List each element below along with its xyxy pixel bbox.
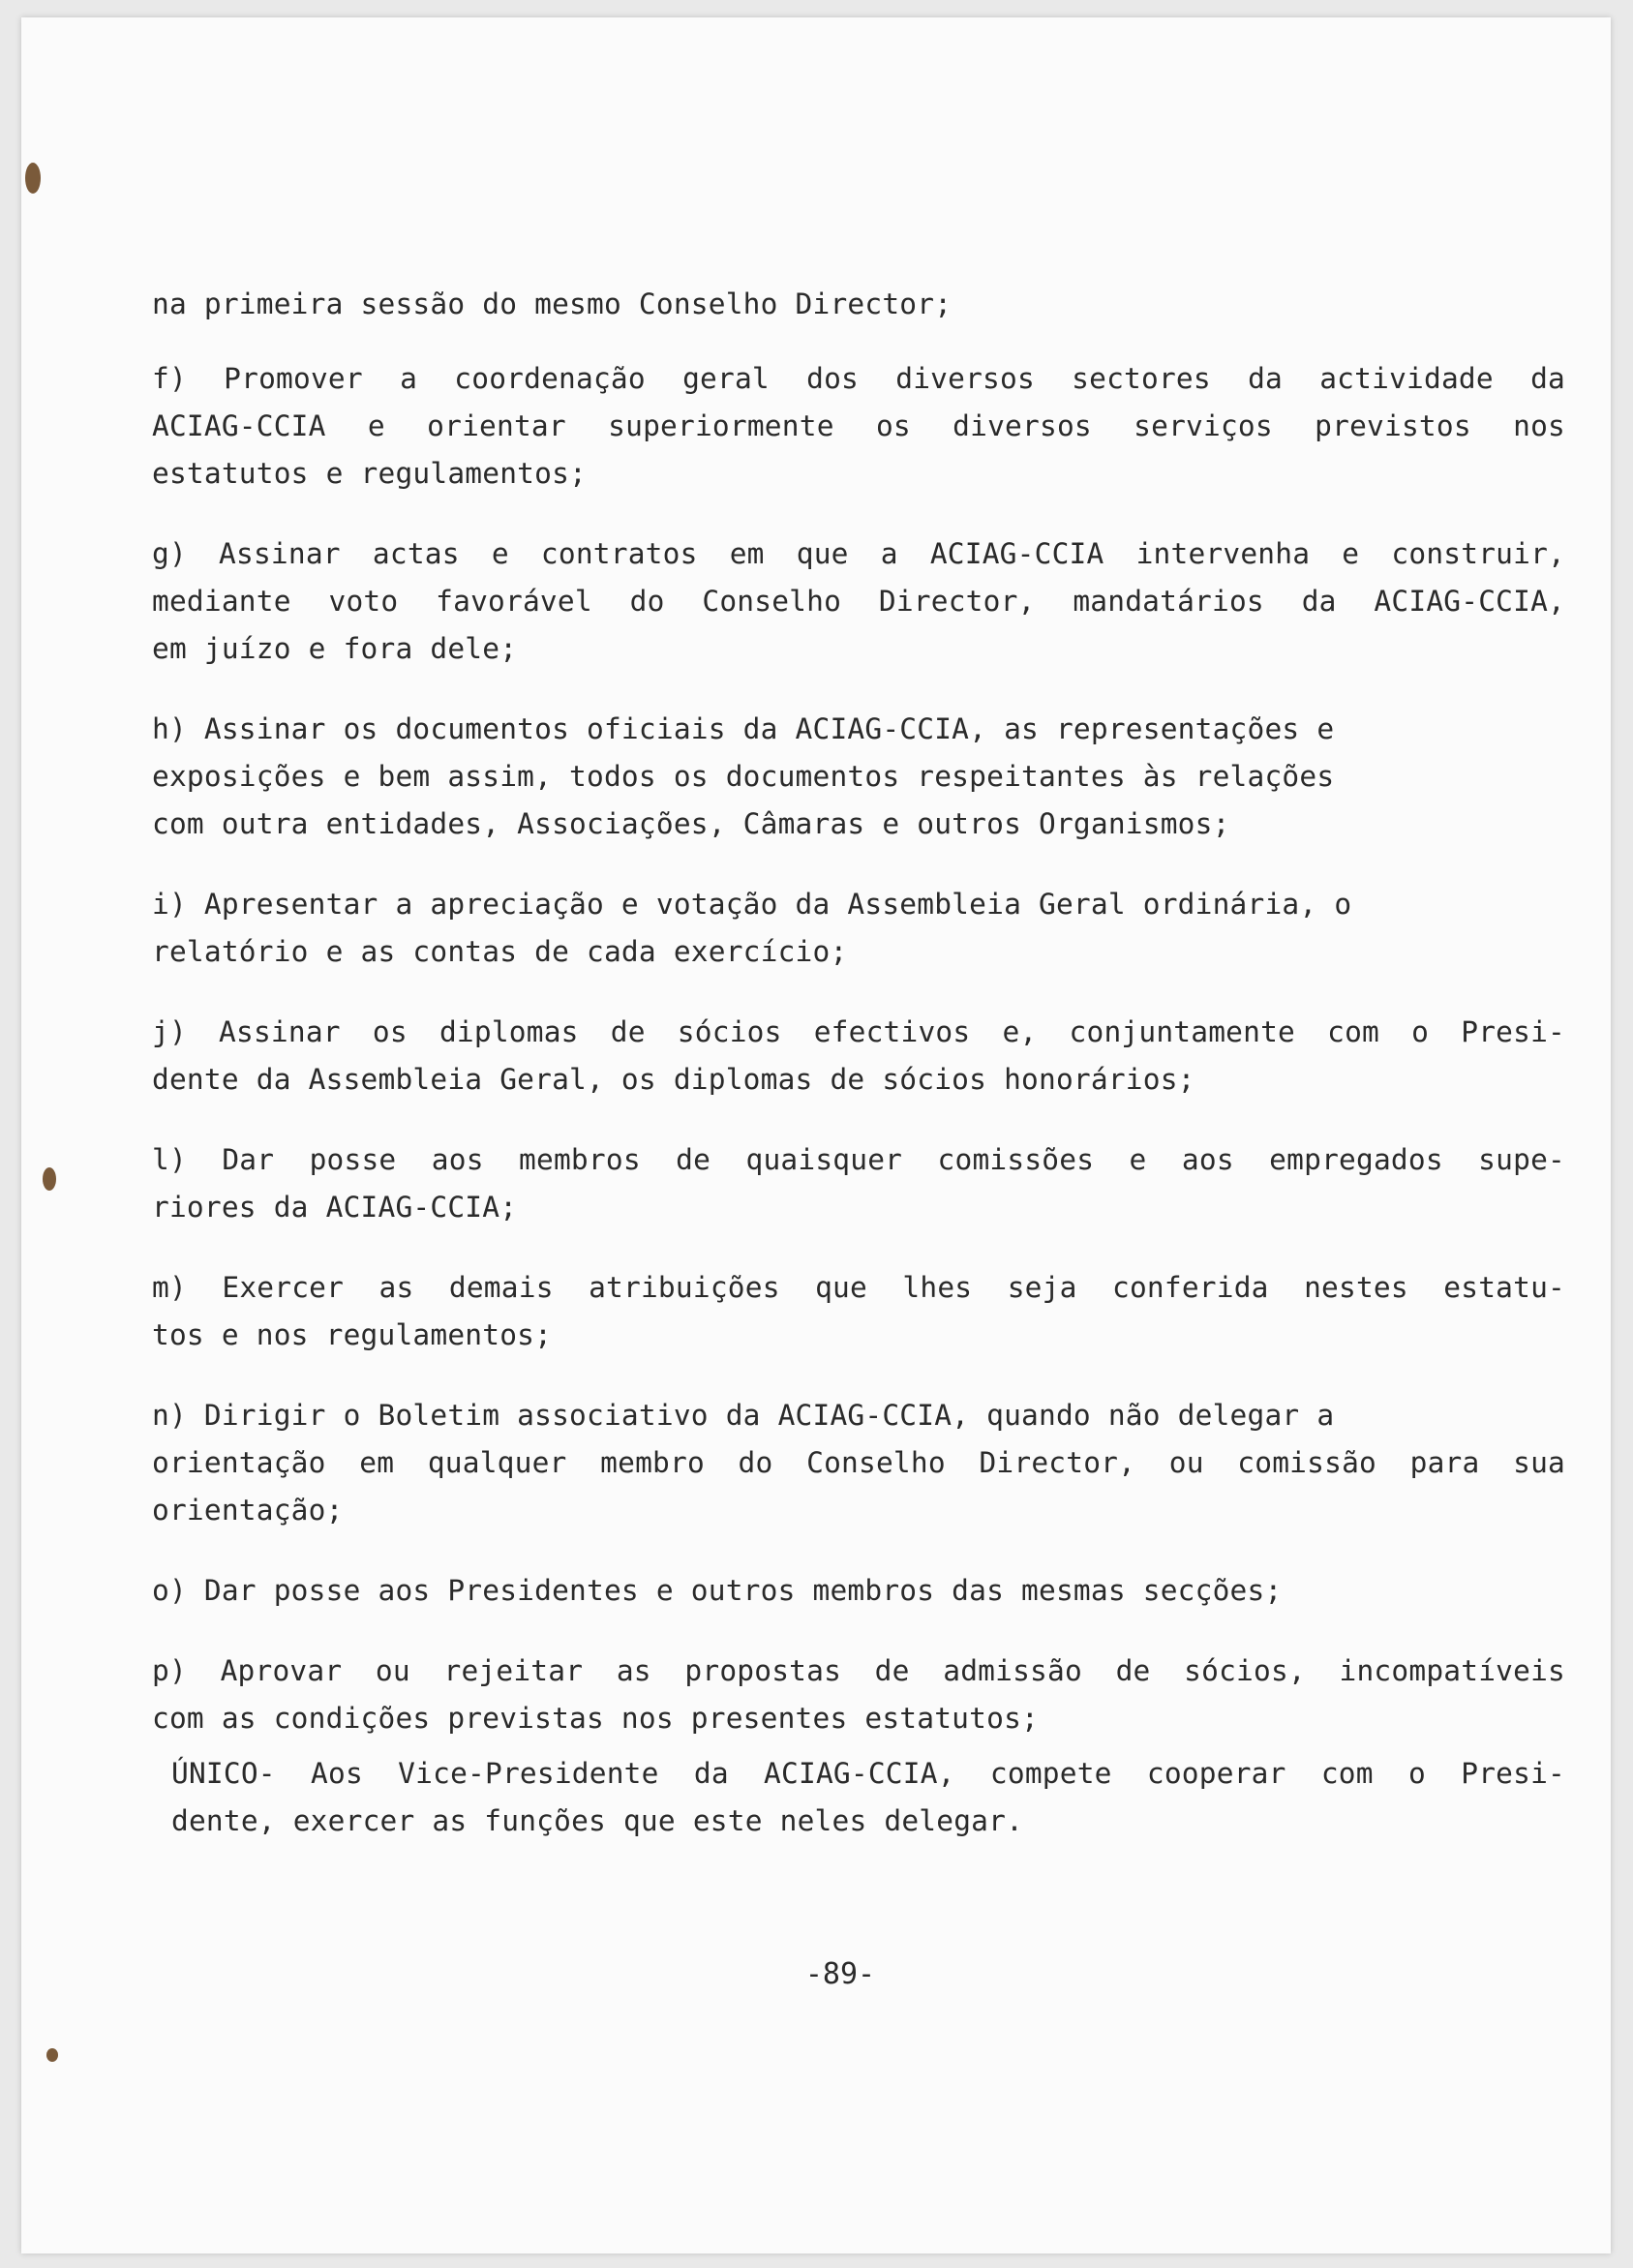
text-line: dente, exercer as funções que este neles delegar. bbox=[171, 1804, 1024, 1837]
text-line: orientação em qualquer membro do Conselho Director, ou comissão para sua bbox=[152, 1446, 1565, 1479]
paragraph-g bbox=[152, 530, 1565, 673]
text-line: relatório e as contas de cada exercício; bbox=[152, 935, 848, 968]
body-text bbox=[152, 281, 1565, 1878]
paragraph-p bbox=[152, 1648, 1565, 1742]
text-line: dente da Assembleia Geral, os diplomas de sócios honorários; bbox=[152, 1063, 1195, 1096]
text-line: com as condições previstas nos presentes estatutos; bbox=[152, 1702, 1039, 1735]
text-line: j) Assinar os diplomas de sócios efectivos e, conjuntamente com o Presi- bbox=[152, 1015, 1565, 1048]
text-line: na primeira sessão do mesmo Conselho Director; bbox=[152, 287, 953, 320]
text-line: f) Promover a coordenação geral dos diversos sectores da actividade da bbox=[152, 362, 1565, 395]
text-line: mediante voto favorável do Conselho Director, mandatários da ACIAG-CCIA, bbox=[152, 585, 1565, 618]
text-line: ACIAG-CCIA e orientar superiormente os diversos serviços previstos nos bbox=[152, 409, 1565, 442]
text-line: h) Assinar os documentos oficiais da ACIAG-CCIA, as representações e bbox=[152, 712, 1335, 745]
paragraph-m bbox=[152, 1264, 1565, 1359]
paragraph-l bbox=[152, 1136, 1565, 1231]
text-line: g) Assinar actas e contratos em que a ACIAG-CCIA intervenha e construir, bbox=[152, 537, 1565, 570]
page-number: -89- bbox=[804, 1957, 876, 1991]
binding-hole-mark bbox=[46, 2048, 58, 2062]
text-line: estatutos e regulamentos; bbox=[152, 457, 588, 490]
paragraph-unico bbox=[171, 1750, 1565, 1845]
binding-hole-mark bbox=[25, 163, 41, 194]
paragraph-f bbox=[152, 355, 1565, 498]
text-line: i) Apresentar a apreciação e votação da Assembleia Geral ordinária, o bbox=[152, 888, 1352, 921]
text-line: o) Dar posse aos Presidentes e outros membros das mesmas secções; bbox=[152, 1574, 1283, 1607]
text-line: ÚNICO- Aos Vice-Presidente da ACIAG-CCIA, compete cooperar com o Presi- bbox=[171, 1757, 1565, 1790]
paragraph-h bbox=[152, 706, 1565, 848]
paragraph-n bbox=[152, 1392, 1565, 1534]
document-page bbox=[21, 17, 1611, 2253]
binding-hole-mark bbox=[43, 1167, 56, 1191]
text-line: tos e nos regulamentos; bbox=[152, 1318, 553, 1351]
text-line: exposições e bem assim, todos os documentos respeitantes às relações bbox=[152, 760, 1335, 793]
text-line: com outra entidades, Associações, Câmaras e outros Organismos; bbox=[152, 807, 1230, 840]
text-line: orientação; bbox=[152, 1494, 344, 1527]
paragraph-j bbox=[152, 1009, 1565, 1104]
paragraph-intro bbox=[152, 281, 1565, 328]
text-line: p) Aprovar ou rejeitar as propostas de admissão de sócios, incompatíveis bbox=[152, 1654, 1565, 1687]
paragraph-i bbox=[152, 881, 1565, 976]
text-line: n) Dirigir o Boletim associativo da ACIAG-CCIA, quando não delegar a bbox=[152, 1399, 1335, 1432]
text-line: riores da ACIAG-CCIA; bbox=[152, 1191, 518, 1224]
text-line: em juízo e fora dele; bbox=[152, 632, 518, 665]
paragraph-o bbox=[152, 1567, 1565, 1615]
text-line: m) Exercer as demais atribuições que lhes seja conferida nestes estatu- bbox=[152, 1271, 1565, 1304]
text-line: l) Dar posse aos membros de quaisquer comissões e aos empregados supe- bbox=[152, 1143, 1565, 1176]
